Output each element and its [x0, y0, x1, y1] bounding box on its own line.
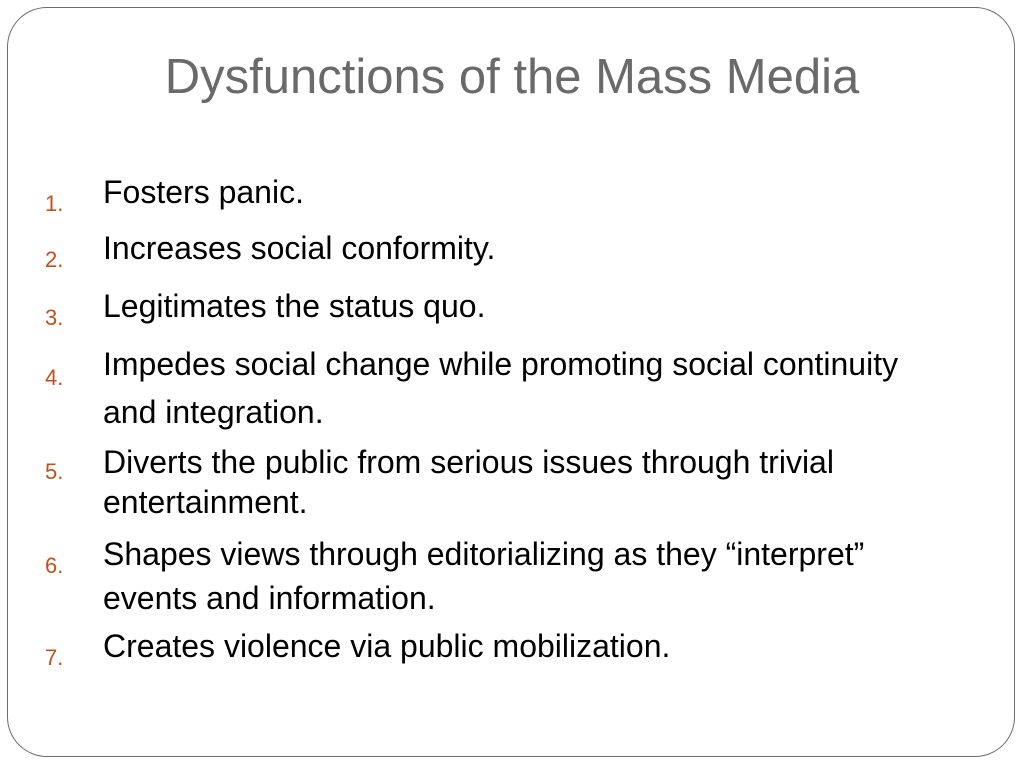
list-item-text: Diverts the public from serious issues through trivial entertainment. [103, 444, 834, 520]
list-item [45, 624, 945, 668]
slide-title: Dysfunctions of the Mass Media [164, 50, 860, 104]
list-item [45, 284, 945, 328]
list-item [45, 170, 945, 214]
list-item-text: Impedes social change while promoting social continuity and integration. [103, 346, 899, 430]
list-number: 5. [45, 459, 64, 484]
list-number: 6. [45, 553, 64, 578]
list-number: 4. [45, 365, 64, 390]
list-number: 7. [45, 645, 64, 670]
list-item [45, 442, 945, 522]
list-item-text: Fosters panic. [103, 174, 304, 210]
list-number: 2. [45, 247, 64, 272]
list-item [45, 226, 945, 270]
list-item-text: Shapes views through editorializing as they “interpret” events and information. [103, 536, 865, 616]
list-item-text: Increases social conformity. [103, 230, 496, 266]
list-number: 1. [45, 191, 64, 216]
list-number: 3. [45, 305, 64, 330]
list-item [45, 340, 945, 436]
numbered-point-list [45, 170, 945, 668]
list-item-text: Legitimates the status quo. [103, 288, 486, 324]
list-item [45, 532, 945, 620]
list-item-text: Creates violence via public mobilization. [103, 628, 671, 664]
